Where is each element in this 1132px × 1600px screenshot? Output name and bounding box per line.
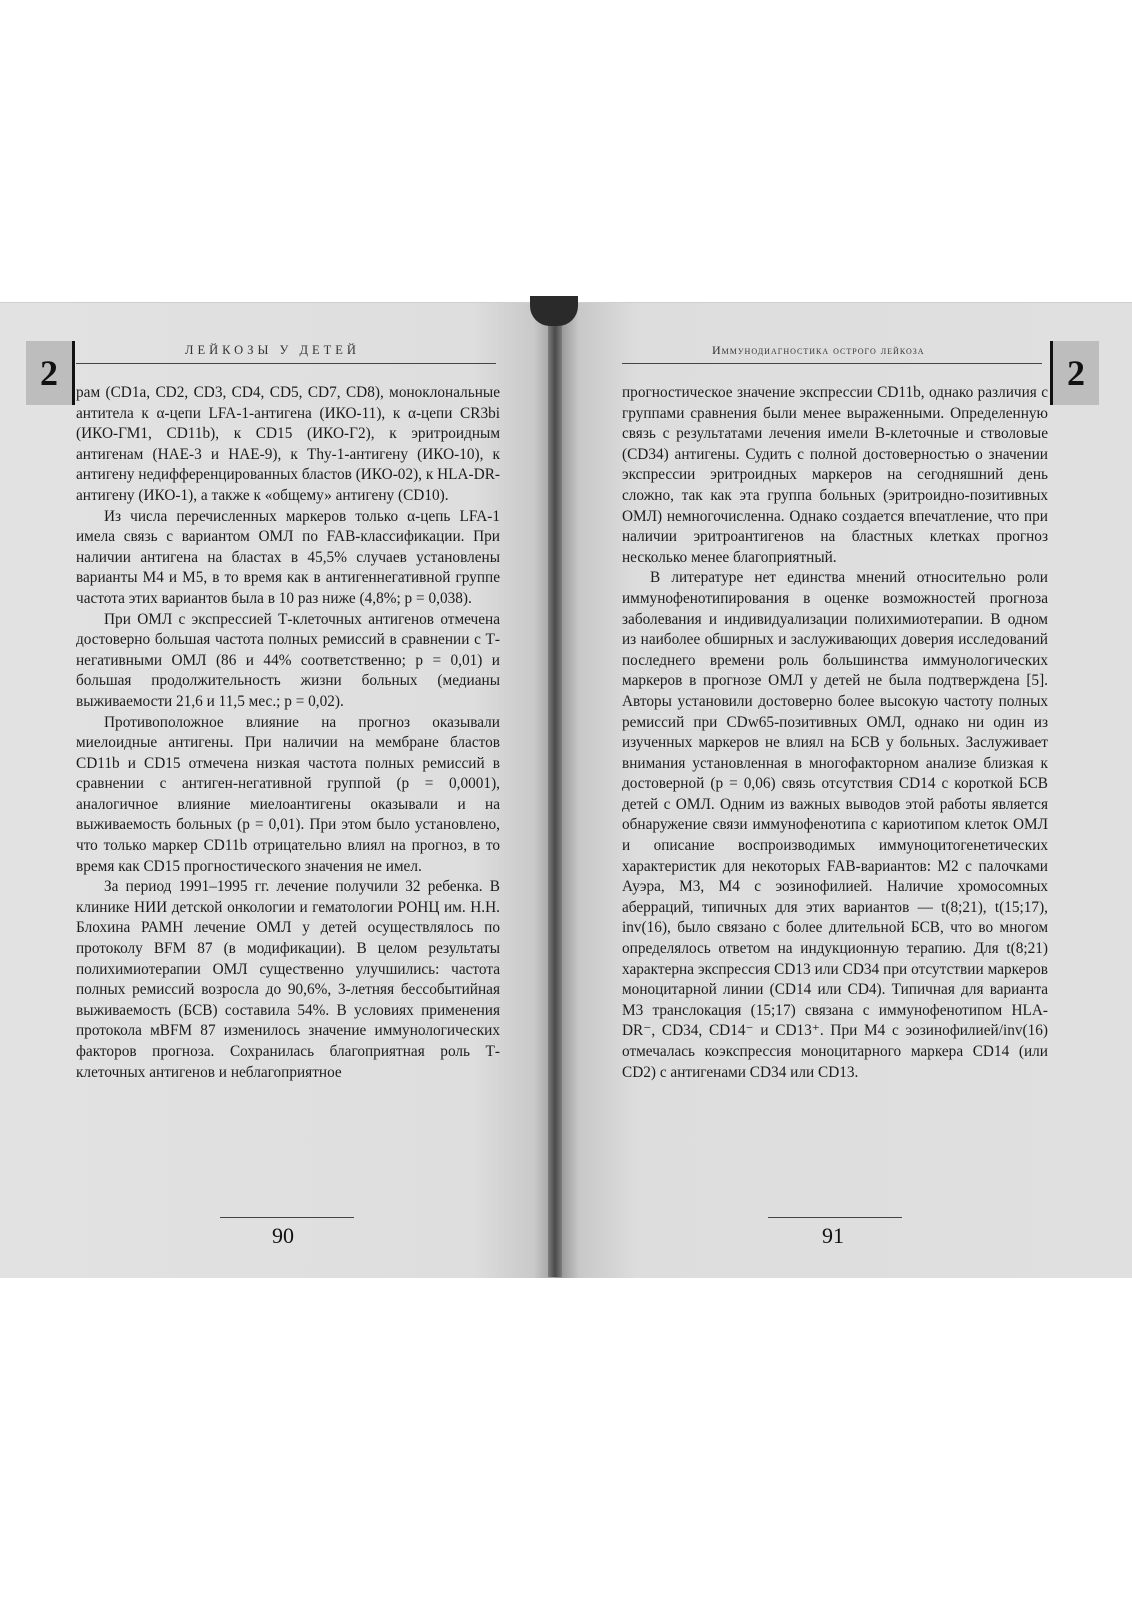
right-page <box>556 302 1132 1278</box>
running-head-left: ЛЕЙКОЗЫ У ДЕТЕЙ <box>185 343 360 357</box>
body-text-right <box>622 383 1048 1083</box>
chapter-tab-left: 2 <box>26 341 75 405</box>
footer-rule-right <box>768 1217 902 1218</box>
page-number-left: 90 <box>272 1223 294 1248</box>
paragraph: прогностическое значение экспрессии CD11b, однако различия с группами сравнения были менее выраженными. Определенную связь с результатами лечения имели В-клеточные и стволовые (CD34) антигены. Судить с полной достоверностью о значении экспрессии эритроидных маркеров на сегодняшний день сложно, так как эта группа больных (эритроидно-позитивных ОМЛ) немногочисленна. Однако создается впечатление, что при наличии эритроантигенов на бластных клетках прогноз несколько менее благоприятный. <box>622 384 1048 566</box>
paragraph: В литературе нет единства мнений относительно роли иммунофенотипирования в оценке возможностей прогноза заболевания и индивидуализации полихимиотерапии. В одном из наиболее обширных и заслуживающих доверия исследований последнего времени роль большинства иммунологических маркеров в прогнозе ОМЛ у детей не была подтверждена [5]. Авторы установили достоверно более высокую частоту полных ремиссий при CDw65-позитивных ОМЛ, однако ни один из изученных маркеров не влиял на БСВ у больных. Заслуживает внимания установленная в многофакторном анализе близкая к достоверной (p = 0,06) связь отсутствия CD14 с короткой БСВ детей с ОМЛ. Одним из важных выводов этой работы является обнаружение связи иммунофенотипа с кариотипом клеток ОМЛ и описание воспроизводимых иммуноцитогенетических характеристик для некоторых FAB-вариантов: М2 с палочками Ауэра, М3, М4 с эозинофилией. Наличие хромосомных аберраций, типичных для этих вариантов — t(8;21), t(15;17), inv(16), было связано с более длительной БСВ, что во многом определялось ответом на индукционную терапию. Для t(8;21) характерна экспрессия CD13 или CD34 при отсутствии маркеров моноцитарной линии (CD14 или CD4). Типичная для варианта М3 транслокация (15;17) связана с иммунофенотипом HLA-DR⁻, CD34, CD14⁻ и CD13⁺. При М4 с эозинофилией/inv(16) отмечалась коэкспрессия моноцитарного маркера CD14 (или CD2) с антигенами CD34 или CD13. <box>622 569 1048 1081</box>
header-rule-left <box>76 363 496 364</box>
page-number-right: 91 <box>822 1223 844 1248</box>
paragraph: При ОМЛ с экспрессией Т-клеточных антигенов отмечена достоверно большая частота полных ремиссий в сравнении с Т-негативными ОМЛ (86 и 44% соответственно; p = 0,01) и большая продолжительность жизни больных (медианы выживаемости 21,6 и 11,5 мес.; p = 0,02). <box>76 610 500 710</box>
running-head-right: Иммунодиагностика острого лейкоза <box>712 343 925 357</box>
left-page <box>0 302 556 1278</box>
book-spread <box>0 302 1132 1277</box>
paragraph: рам (CD1a, CD2, CD3, CD4, CD5, CD7, CD8), моноклональные антитела к α-цепи LFA-1-антигена (ИКО-11), к α-цепи CR3bi (ИКО-ГМ1, CD11b), к CD15 (ИКО-Г2), к эритроидным антигенам (HAE-3 и HAE-9), к Thy-1-антигену (ИКО-10), к антигену недифференцированных бластов (ИКО-02), к HLA-DR-антигену (ИКО-1), а также к «общему» антигену (CD10). <box>76 384 500 504</box>
footer-rule-left <box>220 1217 354 1218</box>
header-rule-right <box>622 363 1042 364</box>
book-spine <box>548 302 562 1277</box>
paragraph: Из числа перечисленных маркеров только α-цепь LFA-1 имела связь с вариантом ОМЛ по FAB-классификации. При наличии антигена на бластах в 45,5% случаев установлены варианты М4 и М5, в то время как в антигеннегативной группе частота этих вариантов была в 10 раз ниже (4,8%; p = 0,038). <box>76 507 500 607</box>
body-text-left <box>76 383 500 1083</box>
chapter-tab-right: 2 <box>1050 341 1099 405</box>
paragraph: За период 1991–1995 гг. лечение получили 32 ребенка. В клинике НИИ детской онкологии и гематологии РОНЦ им. Н.Н. Блохина РАМН лечение ОМЛ у детей осуществлялось по протоколу BFM 87 (в модификации). В целом результаты полихимиотерапии ОМЛ существенно улучшились: частота полных ремиссий возросла до 90,6%, 3-летняя бессобытийная выживаемость (БСВ) составила 54%. В условиях применения протокола мBFM 87 изменилось значение иммунологических факторов прогноза. Сохранилась благоприятная роль Т-клеточных антигенов и неблагоприятное <box>76 878 500 1081</box>
paragraph: Противоположное влияние на прогноз оказывали миелоидные антигены. При наличии на мембране бластов CD11b и CD15 отмечена низкая частота полных ремиссий в сравнении с антиген-негативной группой (p = 0,0001), аналогичное влияние миелоантигены оказывали и на выживаемость больных (p = 0,01). При этом было установлено, что только маркер CD11b отрицательно влиял на прогноз, в то время как CD15 прогностического значения не имел. <box>76 713 500 875</box>
